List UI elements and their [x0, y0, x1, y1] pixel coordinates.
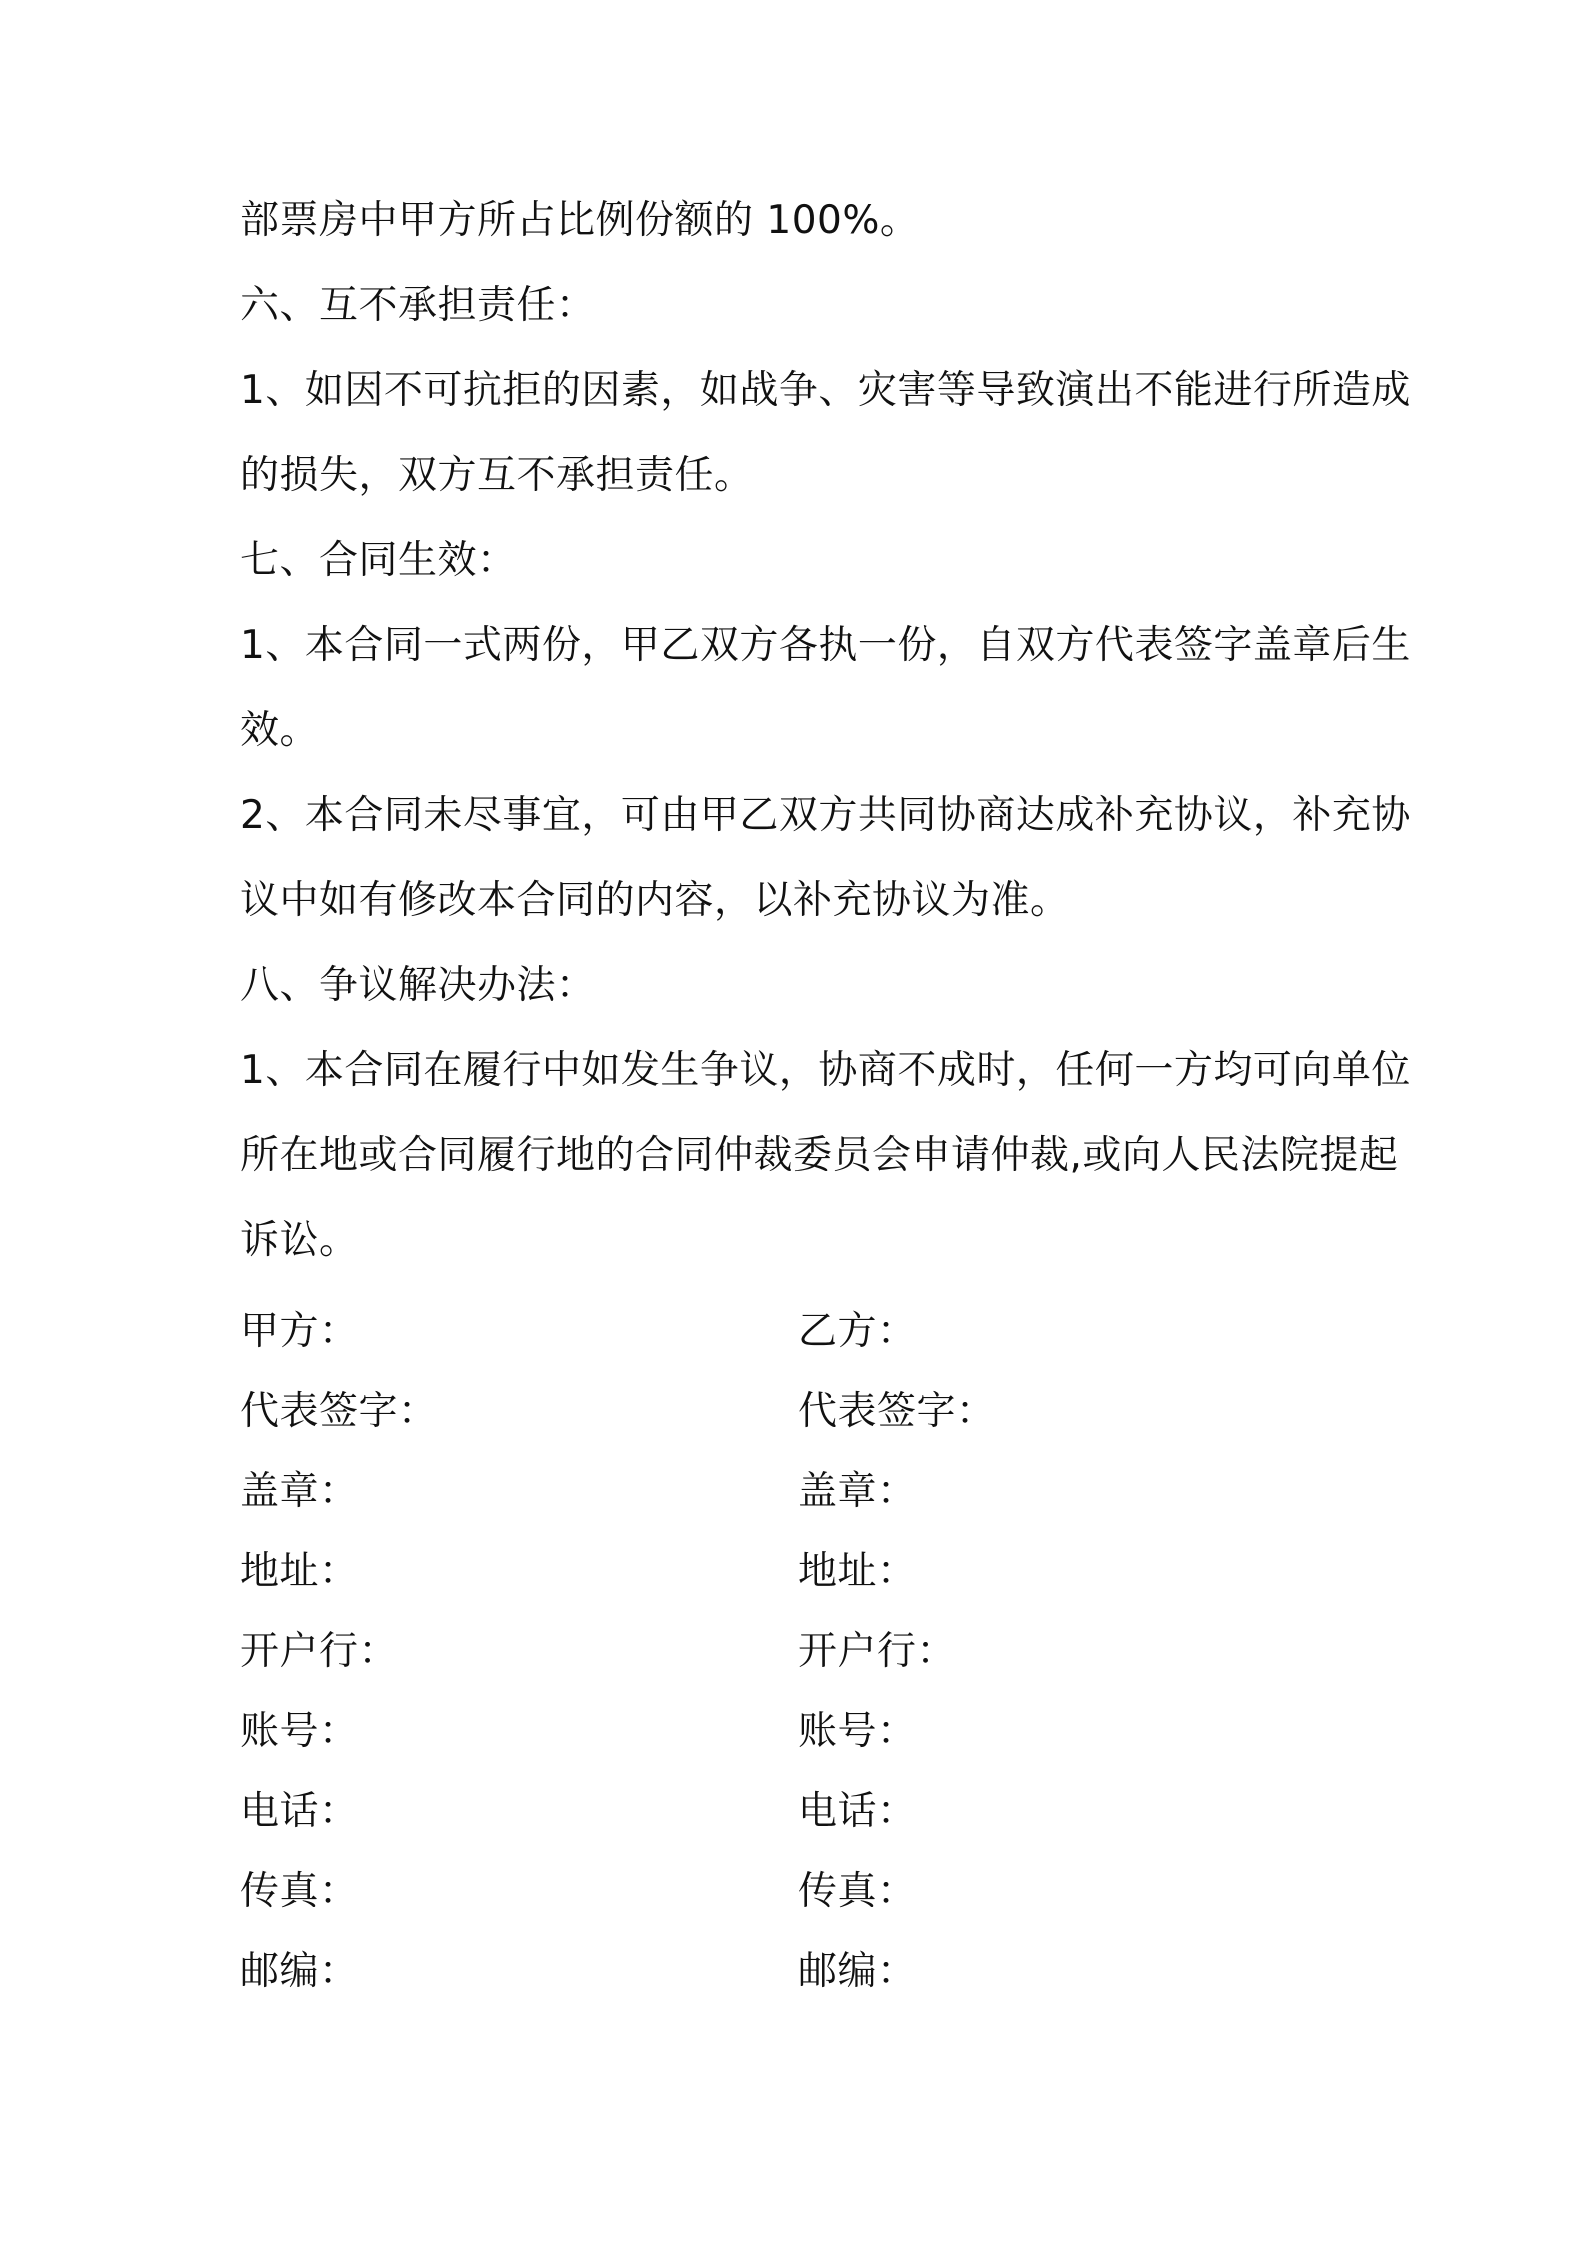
party-b-phone-label: 电话： [798, 1789, 917, 1834]
signature-row [240, 1787, 1410, 1867]
signature-row [240, 1707, 1410, 1787]
body-line: 诉讼。 [240, 1218, 359, 1263]
party-a-account-label: 账号： [240, 1709, 359, 1754]
body-line: 议中如有修改本合同的内容，以补充协议为准。 [240, 878, 1070, 923]
signature-block [240, 1307, 1410, 2027]
signature-row [240, 1467, 1410, 1547]
party-a-representative-signature-label: 代表签字： [240, 1389, 438, 1434]
body-line: 效。 [240, 708, 320, 753]
party-b-representative-signature-label: 代表签字： [798, 1389, 996, 1434]
body-line: 2、本合同未尽事宜，可由甲乙双方共同协商达成补充协议，补充协 [240, 793, 1411, 838]
party-b-seal-label: 盖章： [798, 1469, 917, 1514]
body-line: 1、本合同在履行中如发生争议，协商不成时，任何一方均可向单位 [240, 1048, 1411, 1093]
signature-row [240, 1307, 1410, 1387]
party-a-postcode-label: 邮编： [240, 1949, 359, 1994]
signature-row [240, 1627, 1410, 1707]
party-b-label: 乙方： [798, 1309, 917, 1354]
signature-row [240, 1867, 1410, 1947]
party-a-fax-label: 传真： [240, 1869, 359, 1914]
party-b-postcode-label: 邮编： [798, 1949, 917, 1994]
party-a-phone-label: 电话： [240, 1789, 359, 1834]
body-line: 的损失，双方互不承担责任。 [240, 453, 754, 498]
party-a-seal-label: 盖章： [240, 1469, 359, 1514]
signature-row [240, 1387, 1410, 1467]
contract-body [240, 196, 1410, 2027]
signature-row [240, 1947, 1410, 2027]
body-line: 部票房中甲方所占比例份额的 100%。 [240, 198, 920, 243]
section-heading: 七、合同生效： [240, 538, 517, 583]
section-heading: 六、互不承担责任： [240, 283, 596, 328]
party-a-bank-label: 开户行： [240, 1629, 399, 1674]
body-line: 所在地或合同履行地的合同仲裁委员会申请仲裁,或向人民法院提起 [240, 1133, 1399, 1178]
party-b-fax-label: 传真： [798, 1869, 917, 1914]
party-b-bank-label: 开户行： [798, 1629, 957, 1674]
party-a-address-label: 地址： [240, 1549, 359, 1594]
party-b-account-label: 账号： [798, 1709, 917, 1754]
party-a-label: 甲方： [240, 1309, 359, 1354]
body-line: 1、本合同一式两份，甲乙双方各执一份，自双方代表签字盖章后生 [240, 623, 1411, 668]
body-line: 1、如因不可抗拒的因素，如战争、灾害等导致演出不能进行所造成 [240, 368, 1411, 413]
party-b-address-label: 地址： [798, 1549, 917, 1594]
signature-row [240, 1547, 1410, 1627]
section-heading: 八、争议解决办法： [240, 963, 596, 1008]
